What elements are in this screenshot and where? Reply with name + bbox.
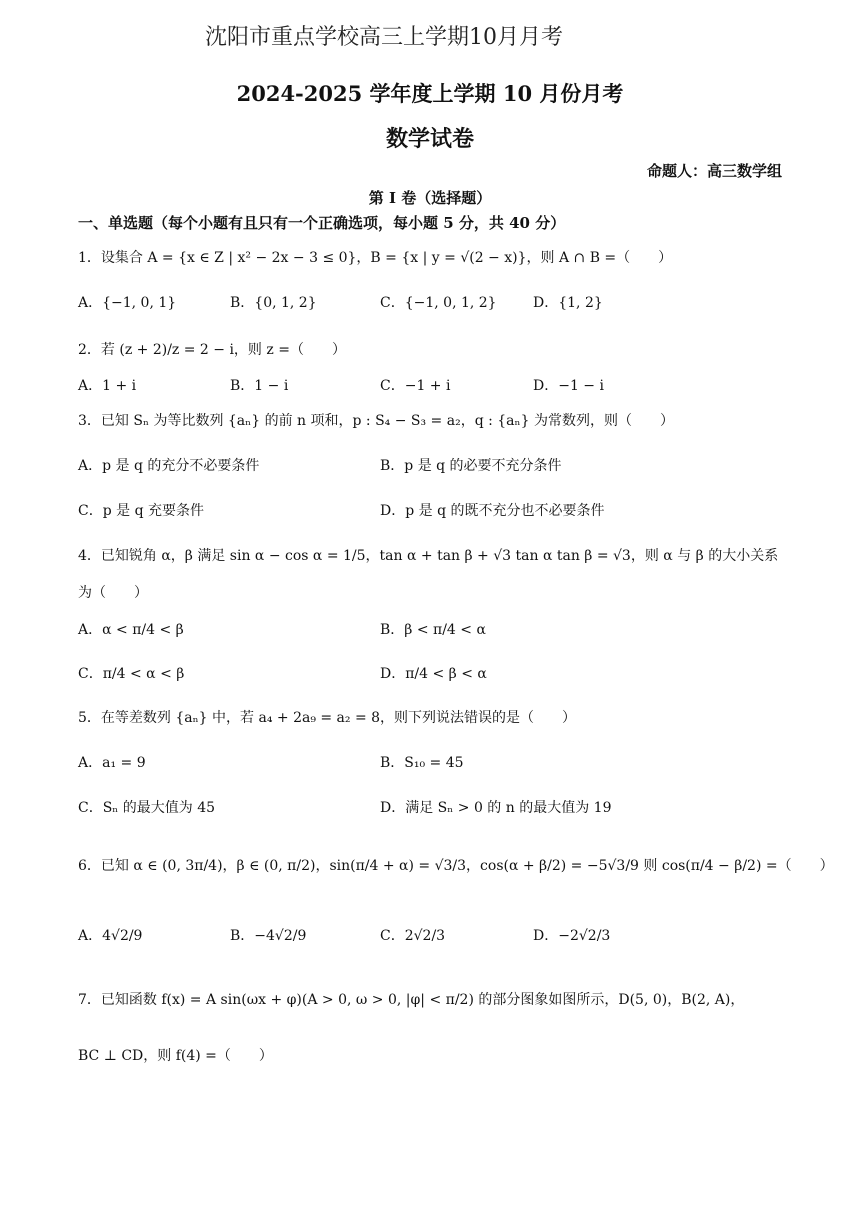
volume-heading: 第 I 卷（选择题）: [368, 189, 492, 207]
q4-option-c: C．π/4 < α < β: [78, 666, 185, 682]
question-2-stem: 2．若 (z + 2)/z = 2 − i，则 z =（ ）: [78, 342, 346, 358]
q1-option-d: D．{1, 2}: [533, 295, 603, 311]
q4-option-d: D．π/4 < β < α: [380, 666, 487, 682]
question-6-stem: 6．已知 α ∈ (0, 3π/4)，β ∈ (0, π/2)，sin(π/4 + α) = √3/3，cos(α + β/2) = −5√3/9 则 cos(π/4 − β/2) =（ ）: [78, 858, 834, 874]
question-7-stem-cont: BC ⊥ CD，则 f(4) =（ ）: [78, 1048, 273, 1064]
q3-option-c: C．p 是 q 充要条件: [78, 503, 204, 519]
q5-option-b: B．S₁₀ = 45: [380, 755, 464, 771]
q2-option-c: C．−1 + i: [380, 378, 451, 394]
question-5-stem: 5．在等差数列 {aₙ} 中，若 a₄ + 2a₉ = a₂ = 8，则下列说法错误的是（ ）: [78, 710, 577, 726]
question-4-stem-cont: 为（ ）: [78, 585, 148, 601]
q5-option-c: C．Sₙ 的最大值为 45: [78, 800, 216, 816]
q6-option-c: C．2√2/3: [380, 928, 446, 944]
subject-title: 数学试卷: [385, 126, 474, 152]
q1-option-b: B．{0, 1, 2}: [230, 295, 317, 311]
q2-option-d: D．−1 − i: [533, 378, 604, 394]
q5-option-d: D．满足 Sₙ > 0 的 n 的最大值为 19: [380, 800, 612, 816]
question-4-stem: 4．已知锐角 α，β 满足 sin α − cos α = 1/5，tan α + tan β + √3 tan α tan β = √3，则 α 与 β 的大小关系: [78, 548, 779, 564]
q3-option-b: B．p 是 q 的必要不充分条件: [380, 458, 562, 474]
q6-option-d: D．−2√2/3: [533, 928, 611, 944]
q6-option-a: A．4√2/9: [78, 928, 143, 944]
watermark-title: 沈阳市重点学校高三上学期10月月考: [205, 25, 563, 50]
question-7-stem: 7．已知函数 f(x) = A sin(ωx + φ)(A > 0, ω > 0, |φ| < π/2) 的部分图象如图所示，D(5, 0)，B(2, A)，: [78, 992, 745, 1008]
q2-option-b: B．1 − i: [230, 378, 289, 394]
q3-option-a: A．p 是 q 的充分不必要条件: [78, 458, 260, 474]
question-3-stem: 3．已知 Sₙ 为等比数列 {aₙ} 的前 n 项和，p : S₄ − S₃ = a₂，q : {aₙ} 为常数列，则（ ）: [78, 413, 674, 429]
q3-option-d: D．p 是 q 的既不充分也不必要条件: [380, 503, 605, 519]
question-1-stem: 1．设集合 A = {x ∈ Z | x² − 2x − 3 ≤ 0}，B = {x | y = √(2 − x)}，则 A ∩ B =（ ）: [78, 250, 673, 266]
q2-option-a: A．1 + i: [78, 378, 137, 394]
q5-option-a: A．a₁ = 9: [78, 755, 146, 771]
q4-option-a: A．α < π/4 < β: [78, 622, 184, 638]
section-heading: 一、单选题（每个小题有且只有一个正确选项，每小题 5 分，共 40 分）: [78, 214, 566, 232]
q1-option-c: C．{−1, 0, 1, 2}: [380, 295, 497, 311]
q6-option-b: B．−4√2/9: [230, 928, 307, 944]
exam-title: 2024-2025 学年度上学期 10 月份月考: [236, 81, 624, 106]
author-line: 命题人：高三数学组: [646, 162, 782, 180]
q4-option-b: B．β < π/4 < α: [380, 622, 486, 638]
q1-option-a: A．{−1, 0, 1}: [78, 295, 177, 311]
